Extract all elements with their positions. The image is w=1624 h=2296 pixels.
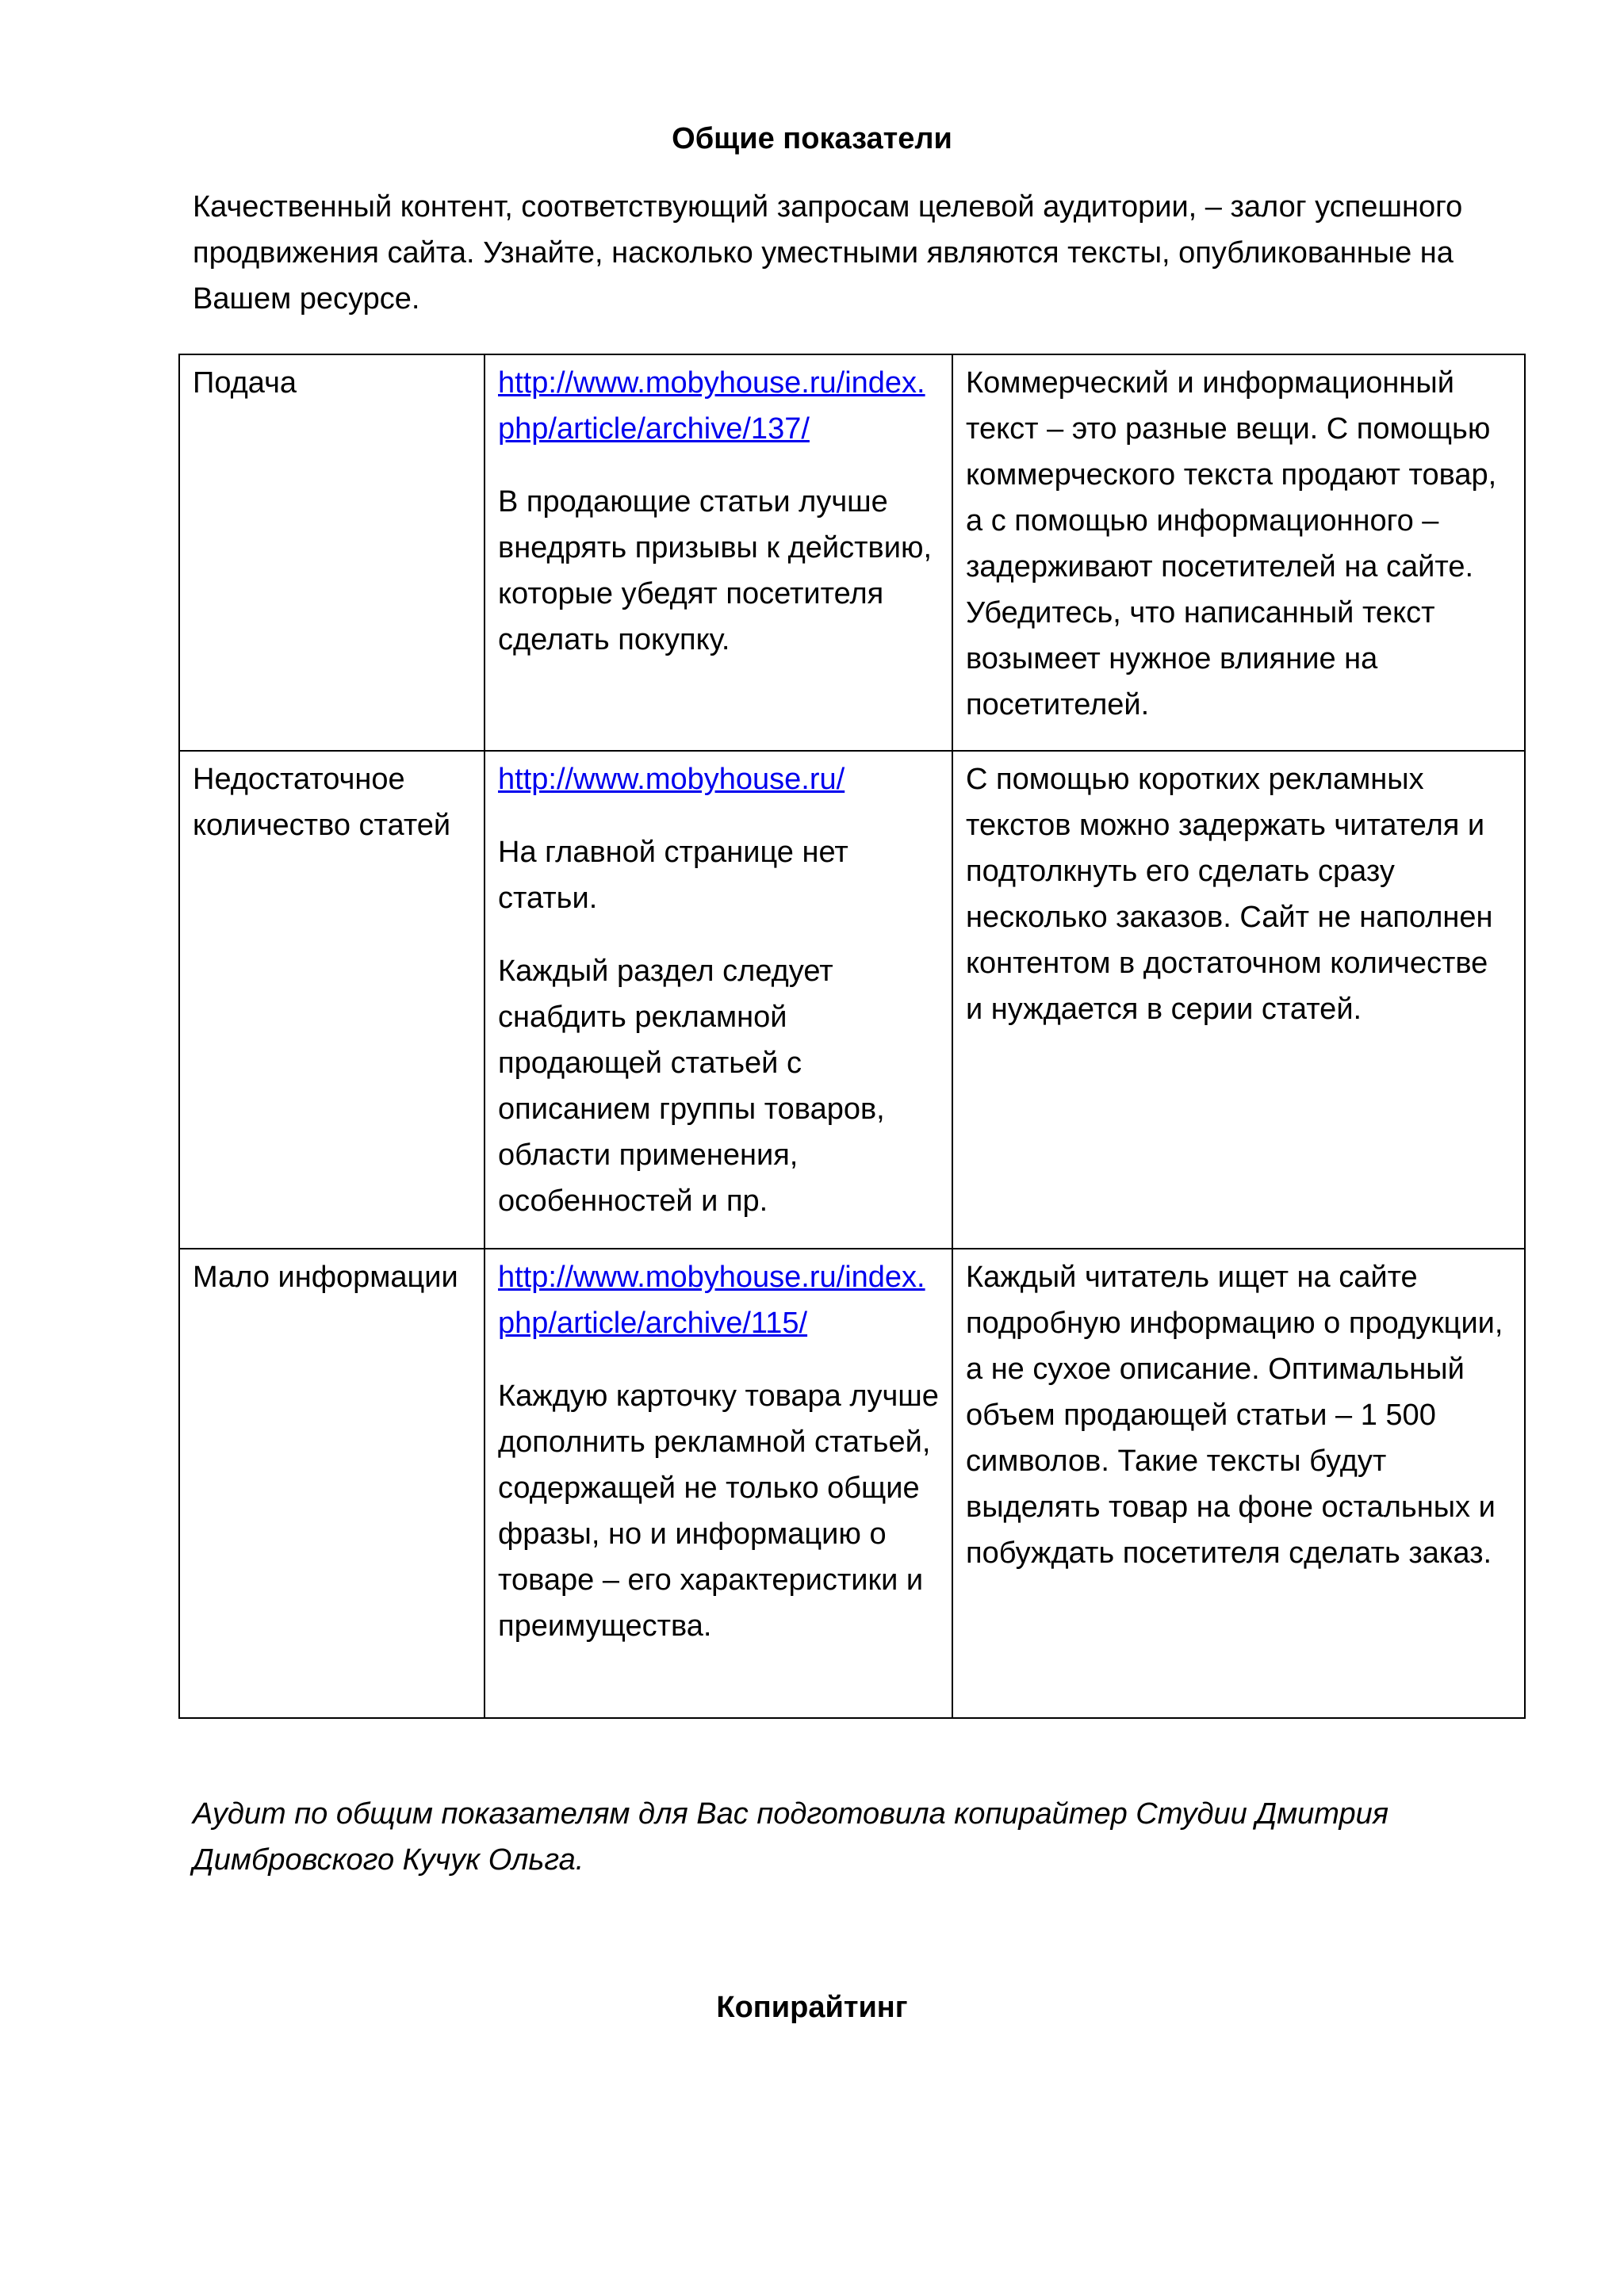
issue-label: Мало информации bbox=[193, 1261, 458, 1294]
explanation-cell bbox=[952, 1249, 1525, 1718]
table-row bbox=[179, 751, 1525, 1249]
recommendation-text: На главной странице нет статьи. bbox=[498, 836, 848, 915]
page-link[interactable]: http://www.mobyhouse.ru/ bbox=[498, 763, 845, 796]
page-link[interactable]: http://www.mobyhouse.ru/index.php/article/archive/137/ bbox=[498, 366, 925, 446]
page-title: Общие показатели bbox=[672, 122, 952, 155]
issue-cell bbox=[179, 751, 485, 1249]
page-link[interactable]: http://www.mobyhouse.ru/index.php/article/archive/115/ bbox=[498, 1261, 925, 1340]
recommendation-cell bbox=[485, 751, 952, 1249]
issue-label: Подача bbox=[193, 366, 297, 400]
issue-label: Недостаточное количество статей bbox=[193, 763, 451, 842]
explanation-cell bbox=[952, 354, 1525, 751]
explanation-text: С помощью коротких рекламных текстов можно задержать читателя и подтолкнуть его сделать сразу несколько заказов. Сайт не наполнен контентом в достаточном количестве и нуждается в серии статей. bbox=[966, 763, 1493, 1026]
audit-table bbox=[178, 354, 1526, 1719]
recommendation-text: Каждую карточку товара лучше дополнить рекламной статьей, содержащей не только общие фразы, но и информацию о товаре – его характеристики и преимущества. bbox=[498, 1380, 939, 1643]
issue-cell bbox=[179, 354, 485, 751]
explanation-text: Коммерческий и информационный текст – это разные вещи. С помощью коммерческого текста продают товар, а с помощью информационного – задерживают посетителей на сайте. Убедитесь, что написанный текст возымеет нужное влияние на посетителей. bbox=[966, 366, 1497, 721]
section-title-copywriting: Копирайтинг bbox=[716, 1991, 908, 2024]
recommendation-cell bbox=[485, 1249, 952, 1718]
recommendation-text: В продающие статьи лучше внедрять призывы к действию, которые убедят посетителя сделать покупку. bbox=[498, 485, 933, 656]
audit-signature: Аудит по общим показателям для Вас подготовила копирайтер Студии Дмитрия Димбровского Кучук Ольга. bbox=[193, 1797, 1389, 1877]
explanation-text: Каждый читатель ищет на сайте подробную информацию о продукции, а не сухое описание. Оптимальный объем продающей статьи – 1 500 символов. Такие тексты будут выделять товар на фоне остальных и побуждать посетителя сделать заказ. bbox=[966, 1261, 1503, 1570]
table-row bbox=[179, 1249, 1525, 1718]
table-row bbox=[179, 354, 1525, 751]
issue-cell bbox=[179, 1249, 485, 1718]
intro-paragraph: Качественный контент, соответствующий запросам целевой аудитории, – залог успешного продвижения сайта. Узнайте, насколько уместными являются тексты, опубликованные на Вашем ресурсе. bbox=[193, 190, 1463, 316]
recommendation-cell bbox=[485, 354, 952, 751]
explanation-cell bbox=[952, 751, 1525, 1249]
recommendation-text: Каждый раздел следует снабдить рекламной продающей статьей с описанием группы товаров, области применения, особенностей и пр. bbox=[498, 955, 885, 1218]
